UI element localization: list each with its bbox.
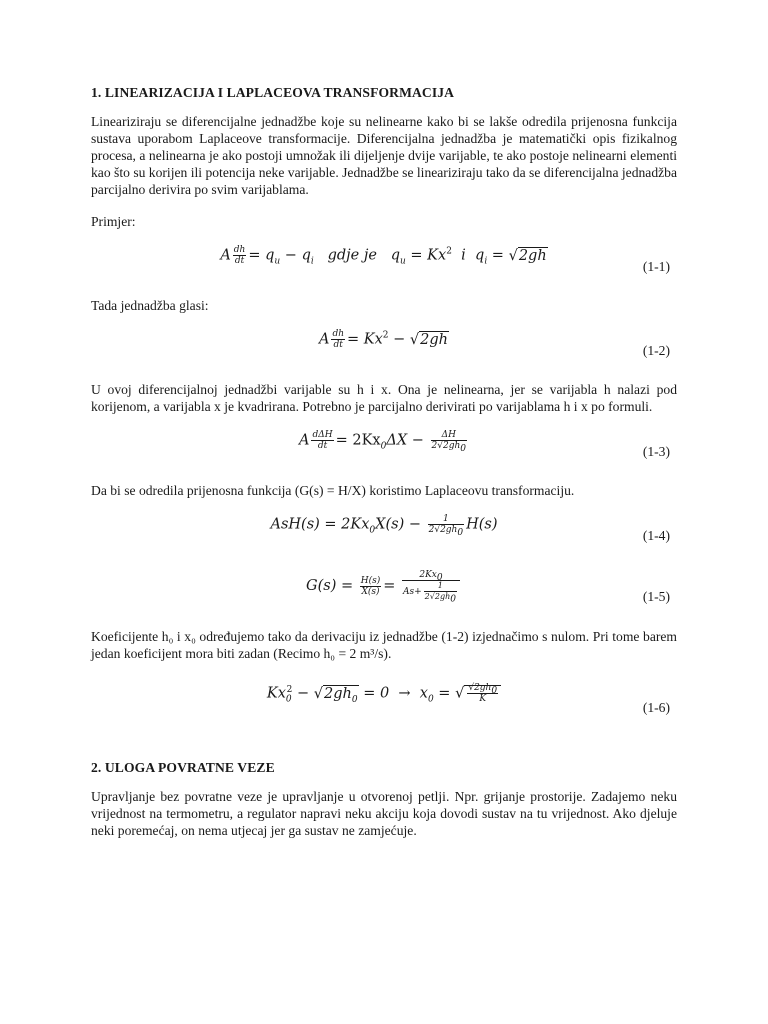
equation-1-1-gdje-je: gdje je — [327, 247, 377, 264]
equation-1-4 — [91, 514, 677, 548]
variables-paragraph: U ovoj diferencijalnoj jednadžbi varijable su h i x. Ona je nelinearna, jer se varijabla h nalazi pod korijenom, a varijabla x je kvadrirana. Potrebno je parcijalno derivirati po varijablama h i x po formuli. — [91, 382, 677, 414]
equation-1-1-formula: A $\frac{dh}{dt}$ = $q_u - q_i$ gdje je $q_u = Kx^2$ i $q_i = √2gh$ — [220, 245, 547, 267]
equation-1-4-formula: $AsH(s) = 2Kx_0X(s)$ − $\frac{1}{2√2gh_0}$ H(s) — [270, 514, 498, 538]
equation-1-3-number: (1-3) — [642, 444, 670, 459]
coefficients-paragraph: Koeficijente h₀ i x₀ određujemo tako da derivaciju iz jednadžbe (1-2) izjednačimo s nulom. Pri tome barem jedan koeficijent mora biti zadan (Recimo h₀ = 2 m³/s). — [91, 629, 677, 661]
equation-1-1-number: (1-1) — [642, 259, 670, 274]
equation-intro-text: Tada jednadžba glasi: — [91, 298, 209, 313]
equation-1-1 — [91, 245, 677, 279]
section-1-heading: 1. LINEARIZACIJA I LAPLACEOVA TRANSFORMACIJA — [91, 85, 455, 100]
equation-1-6 — [91, 677, 677, 721]
equation-1-4-number: (1-4) — [642, 528, 670, 543]
equation-1-2-formula: A $\frac{dh}{dt}$ = $Kx^2 - √2gh$ — [318, 329, 449, 350]
equation-1-3-formula: A $\frac{\text{dΔH}}{dt}$ = $2Kx_0\Delta X$ − $\frac{\Delta H}{2√2gh_0}$ — [299, 430, 466, 454]
equation-1-6-formula: $Kx_0^2 - √2gh_0 = 0 \to x_0$ = √ $\frac{√2gh_0}{K}$ — [91, 683, 677, 704]
equation-1-2 — [91, 329, 677, 363]
example-label: Primjer: — [91, 214, 136, 229]
equation-1-5-formula: G(s) = $\frac{H(s)}{X(s)}$ = $2Kx_0$ As+ $\frac{1}{2√2gh_0}$ — [91, 570, 677, 602]
laplace-paragraph: Da bi se odredila prijenosna funkcija (G(s) = H/X) koristimo Laplaceovu transformaciju. — [91, 483, 575, 498]
section-2-heading: 2. ULOGA POVRATNE VEZE — [91, 760, 275, 775]
equation-1-3 — [91, 430, 677, 464]
equation-1-5 — [91, 566, 677, 610]
document-page — [91, 84, 677, 854]
equation-1-2-number: (1-2) — [642, 343, 670, 358]
equation-1-6-number: (1-6) — [642, 700, 670, 715]
intro-paragraph: Lineariziraju se diferencijalne jednadžbe koje su nelinearne kako bi se lakše odredila prijenosna funkcija sustava uporabom Laplaceove transformacije. Diferencijalna jednadžba je matematički opis fizikalnog procesa, a nelinearna je ako postoji umnožak ili dijeljenje dvije varijable, te ako postoje nelinearni elementi kao što su korijen ili potencija neke varijable. Jednadžbe se lineariziraju tako da se diferencijalna jednadžba parcijalno derivira po svim varijablama. — [91, 114, 677, 197]
equation-1-5-number: (1-5) — [642, 589, 670, 604]
feedback-paragraph: Upravljanje bez povratne veze je upravljanje u otvorenoj petlji. Npr. grijanje prostorije. Zadajemo neku vrijednost na termometru, a regulator napravi neku akciju koja dovodi sustav na tu vrijednost. Ako djeluje neki poremećaj, on nema utjecaj jer ga sustav ne zamjećuje. — [91, 789, 677, 838]
equation-1-1-i: i — [461, 247, 466, 264]
